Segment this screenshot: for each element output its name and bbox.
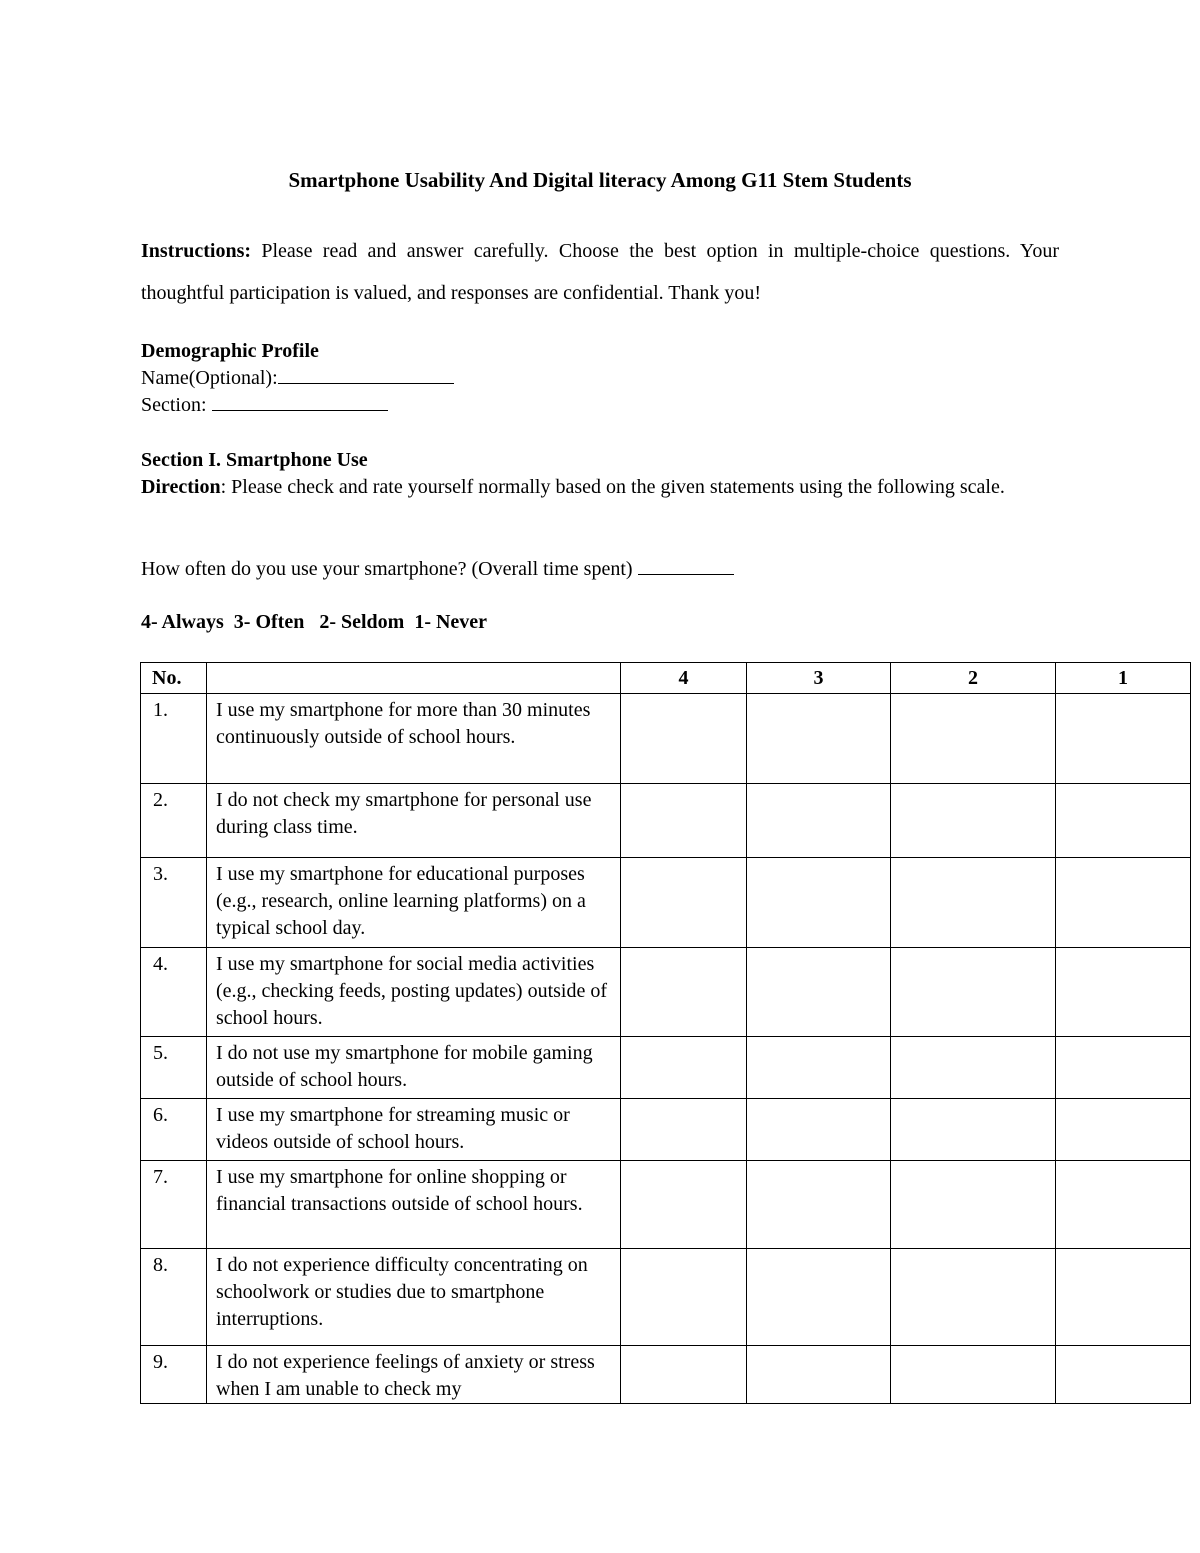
- section-field-row: [141, 392, 454, 419]
- row-statement: I use my smartphone for social media activities (e.g., checking feeds, posting updates) outside of school hours.: [207, 948, 621, 1037]
- rating-cell-2[interactable]: [891, 1099, 1056, 1161]
- instructions-paragraph: [141, 230, 1059, 314]
- header-no: No.: [141, 663, 207, 694]
- document-title: Smartphone Usability And Digital literacy Among G11 Stem Students: [288, 168, 912, 192]
- row-number: 2.: [141, 784, 207, 858]
- rating-cell-1[interactable]: [1056, 1161, 1191, 1249]
- rating-cell-4[interactable]: [621, 1037, 747, 1099]
- row-number: 4.: [141, 948, 207, 1037]
- row-statement: I use my smartphone for streaming music or videos outside of school hours.: [207, 1099, 621, 1161]
- instructions-text: Please read and answer carefully. Choose the best option in multiple-choice questions. Your thoughtful participation is valued, and responses are confidential. Thank you!: [141, 240, 1059, 304]
- rating-cell-4[interactable]: [621, 1249, 747, 1346]
- rating-cell-4[interactable]: [621, 1099, 747, 1161]
- rating-cell-4[interactable]: [621, 1346, 747, 1404]
- row-number: 3.: [141, 858, 207, 948]
- table-row: [141, 858, 1191, 948]
- rating-cell-2[interactable]: [891, 694, 1056, 784]
- table-row: [141, 948, 1191, 1037]
- table-row: [141, 1037, 1191, 1099]
- name-label: Name(Optional):: [141, 367, 278, 389]
- rating-cell-2[interactable]: [891, 1161, 1056, 1249]
- rating-cell-2[interactable]: [891, 1346, 1056, 1404]
- rating-cell-1[interactable]: [1056, 784, 1191, 858]
- rating-cell-4[interactable]: [621, 948, 747, 1037]
- rating-cell-1[interactable]: [1056, 858, 1191, 948]
- row-number: 1.: [141, 694, 207, 784]
- header-rating-4: 4: [621, 663, 747, 694]
- row-statement: I use my smartphone for online shopping or financial transactions outside of school hours.: [207, 1161, 621, 1249]
- row-statement: I do not experience difficulty concentrating on schoolwork or studies due to smartphone interruptions.: [207, 1249, 621, 1346]
- rating-cell-2[interactable]: [891, 1037, 1056, 1099]
- row-statement: I use my smartphone for more than 30 minutes continuously outside of school hours.: [207, 694, 621, 784]
- table-row: [141, 1346, 1191, 1404]
- rating-cell-1[interactable]: [1056, 1249, 1191, 1346]
- rating-cell-4[interactable]: [621, 858, 747, 948]
- name-field-row: [141, 365, 454, 392]
- direction-paragraph: [141, 474, 1041, 501]
- rating-cell-1[interactable]: [1056, 1099, 1191, 1161]
- row-statement: I do not experience feelings of anxiety or stress when I am unable to check my: [207, 1346, 621, 1404]
- rating-cell-3[interactable]: [747, 1346, 891, 1404]
- rating-cell-3[interactable]: [747, 784, 891, 858]
- row-number: 5.: [141, 1037, 207, 1099]
- demographic-heading: Demographic Profile: [141, 340, 319, 362]
- rating-scale: 4- Always 3- Often 2- Seldom 1- Never: [141, 611, 488, 633]
- table-row: [141, 694, 1191, 784]
- demographic-profile: [141, 338, 454, 419]
- rating-table: [140, 662, 1191, 1404]
- row-statement: I do not use my smartphone for mobile gaming outside of school hours.: [207, 1037, 621, 1099]
- rating-cell-3[interactable]: [747, 858, 891, 948]
- table-row: [141, 784, 1191, 858]
- rating-cell-3[interactable]: [747, 1037, 891, 1099]
- rating-cell-3[interactable]: [747, 1161, 891, 1249]
- rating-cell-1[interactable]: [1056, 948, 1191, 1037]
- rating-cell-4[interactable]: [621, 1161, 747, 1249]
- table-row: [141, 1099, 1191, 1161]
- rating-cell-4[interactable]: [621, 784, 747, 858]
- rating-cell-1[interactable]: [1056, 1037, 1191, 1099]
- rating-cell-3[interactable]: [747, 694, 891, 784]
- rating-cell-2[interactable]: [891, 784, 1056, 858]
- header-rating-2: 2: [891, 663, 1056, 694]
- rating-cell-2[interactable]: [891, 858, 1056, 948]
- usage-question-row: [141, 556, 734, 583]
- row-statement: I do not check my smartphone for personal use during class time.: [207, 784, 621, 858]
- section-one: [141, 447, 1041, 501]
- direction-text: : Please check and rate yourself normally based on the given statements using the following scale.: [220, 476, 1005, 498]
- header-rating-1: 1: [1056, 663, 1191, 694]
- row-number: 8.: [141, 1249, 207, 1346]
- direction-label: Direction: [141, 476, 221, 498]
- table-header-row: [141, 663, 1191, 694]
- header-statement: [207, 663, 621, 694]
- rating-cell-2[interactable]: [891, 948, 1056, 1037]
- section-label: Section:: [141, 394, 212, 416]
- rating-cell-1[interactable]: [1056, 694, 1191, 784]
- header-rating-3: 3: [747, 663, 891, 694]
- rating-cell-2[interactable]: [891, 1249, 1056, 1346]
- rating-cell-3[interactable]: [747, 1099, 891, 1161]
- usage-blank-field[interactable]: [638, 556, 734, 575]
- table-row: [141, 1161, 1191, 1249]
- rating-cell-3[interactable]: [747, 1249, 891, 1346]
- section-blank-field[interactable]: [212, 392, 388, 411]
- instructions-label: Instructions:: [141, 240, 252, 262]
- section-one-heading: Section I. Smartphone Use: [141, 449, 368, 471]
- rating-cell-4[interactable]: [621, 694, 747, 784]
- row-number: 9.: [141, 1346, 207, 1404]
- row-number: 7.: [141, 1161, 207, 1249]
- row-number: 6.: [141, 1099, 207, 1161]
- table-row: [141, 1249, 1191, 1346]
- row-statement: I use my smartphone for educational purposes (e.g., research, online learning platforms) on a typical school day.: [207, 858, 621, 948]
- rating-cell-1[interactable]: [1056, 1346, 1191, 1404]
- name-blank-field[interactable]: [278, 365, 454, 384]
- rating-cell-3[interactable]: [747, 948, 891, 1037]
- usage-question: How often do you use your smartphone? (Overall time spent): [141, 558, 638, 580]
